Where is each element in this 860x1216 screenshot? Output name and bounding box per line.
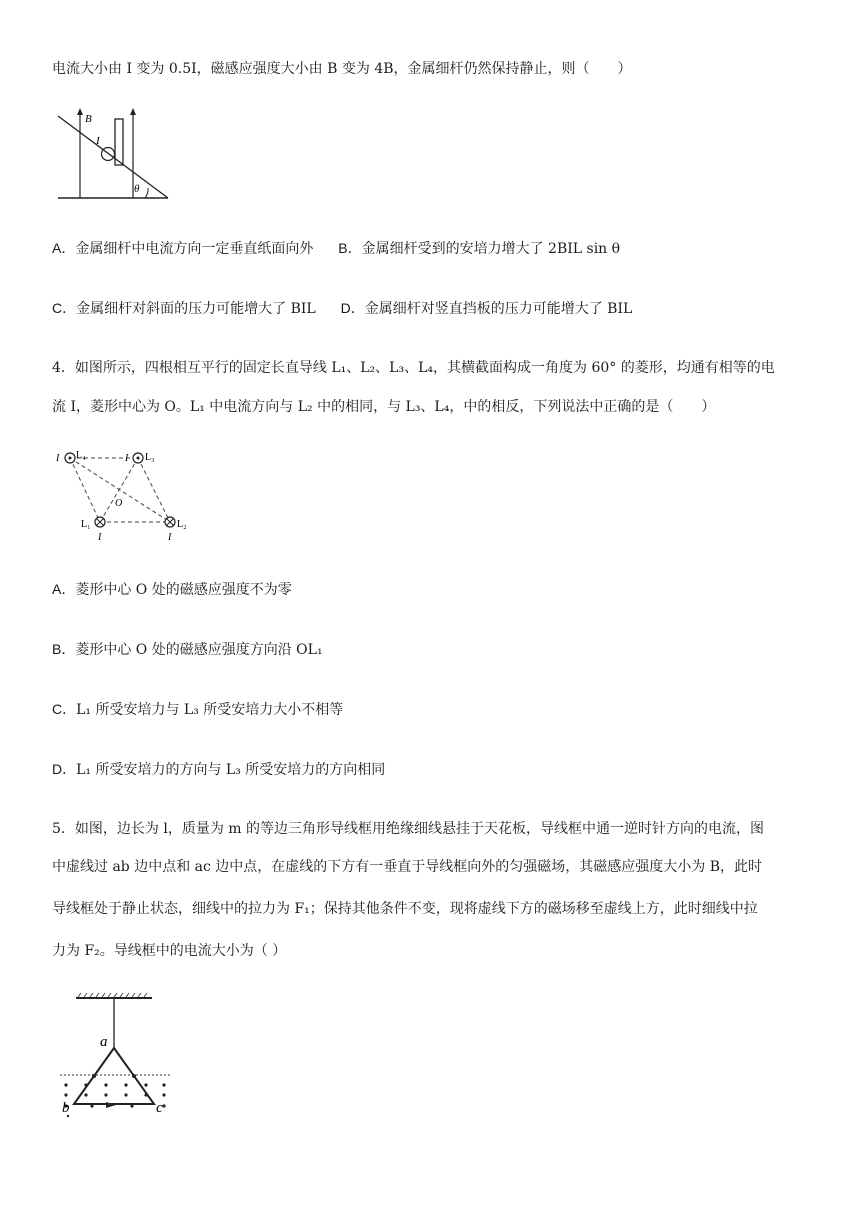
q4-option-d-label: D．	[52, 761, 77, 777]
q3-stem: 电流大小由 I 变为 0.5I，磁感应强度大小由 B 变为 4B，金属细杆仍然保持静止，则（ ）	[52, 61, 632, 77]
q3-option-a-text: 金属细杆中电流方向一定垂直纸面向外	[75, 241, 314, 257]
label-B: B	[85, 113, 92, 125]
wire-L1	[95, 517, 105, 527]
label-I-L4: I	[56, 453, 60, 464]
q4-option-d-text: L₁ 所受安培力的方向与 L₃ 所受安培力的方向相同	[76, 762, 386, 778]
q4-option-d	[52, 759, 385, 780]
q3-figure	[52, 106, 174, 202]
q3-option-a-label: A．	[52, 240, 76, 256]
q4-option-b	[52, 639, 323, 660]
q4-option-a-text: 菱形中心 O 处的磁感应强度不为零	[75, 582, 292, 598]
q3-option-b-text: 金属细杆受到的安培力增大了 2BIL sin θ	[361, 241, 621, 257]
q3-option-c-label: C．	[52, 300, 77, 316]
q5-line4: 力为 F₂。导线框中的电流大小为（ ）	[52, 943, 287, 959]
q5-line2: 中虚线过 ab 边中点和 ac 边中点，在虚线的下方有一垂直于导线框向外的匀强磁场，其磁感应强度大小为 B，此时	[52, 859, 763, 875]
label-I-L1: I	[98, 532, 102, 543]
label-I: I	[96, 135, 100, 147]
label-L4: L₄	[76, 450, 86, 461]
label-b: b	[62, 1100, 70, 1116]
label-L3: L₃	[145, 452, 155, 463]
wire-L2	[165, 517, 175, 527]
label-L2: L₂	[177, 519, 187, 530]
q4-option-c-label: C．	[52, 701, 77, 717]
label-a: a	[100, 1034, 108, 1050]
label-O: O	[115, 498, 123, 509]
q3-options-row2	[52, 298, 632, 319]
wire-L3	[133, 453, 143, 463]
wire-L4	[65, 453, 75, 463]
label-theta: θ	[134, 183, 140, 195]
q3-option-d-label: D．	[340, 300, 365, 316]
q5-figure	[56, 988, 176, 1122]
q3-option-d-text: 金属细杆对竖直挡板的压力可能增大了 BIL	[364, 301, 633, 317]
q4-figure	[52, 444, 202, 544]
q5-line1: 5．如图，边长为 l，质量为 m 的等边三角形导线框用绝缘细线悬挂于天花板，导线框中通一逆时针方向的电流，图	[52, 821, 765, 837]
q5-line3: 导线框处于静止状态，细线中的拉力为 F₁；保持其他条件不变，现将虚线下方的磁场移至虚线上方，此时细线中拉	[52, 901, 758, 917]
q3-option-c-text: 金属细杆对斜面的压力可能增大了 BIL	[76, 301, 316, 317]
q4-option-b-label: B．	[52, 641, 76, 657]
q3-options-row1	[52, 238, 620, 259]
q4-option-b-text: 菱形中心 O 处的磁感应强度方向沿 OL₁	[75, 642, 323, 658]
q3-option-b-label: B．	[338, 240, 362, 256]
q4-option-c-text: L₁ 所受安培力与 L₃ 所受安培力大小不相等	[76, 702, 344, 718]
q4-stem-line2: 流 I，菱形中心为 O。L₁ 中电流方向与 L₂ 中的相同，与 L₃、L₄，中的相反，下列说法中正确的是（ ）	[52, 399, 716, 415]
label-I-L3: I	[125, 453, 129, 464]
q4-stem-line1: 4．如图所示，四根相互平行的固定长直导线 L₁、L₂、L₃、L₄，其横截面构成一角度为 60° 的菱形，均通有相等的电	[52, 360, 775, 376]
label-I-L2: I	[168, 532, 172, 543]
q4-option-c	[52, 699, 343, 720]
label-L1: L₁	[81, 519, 91, 530]
q4-option-a-label: A．	[52, 581, 76, 597]
q4-option-a	[52, 579, 292, 600]
label-c: c	[156, 1100, 163, 1116]
